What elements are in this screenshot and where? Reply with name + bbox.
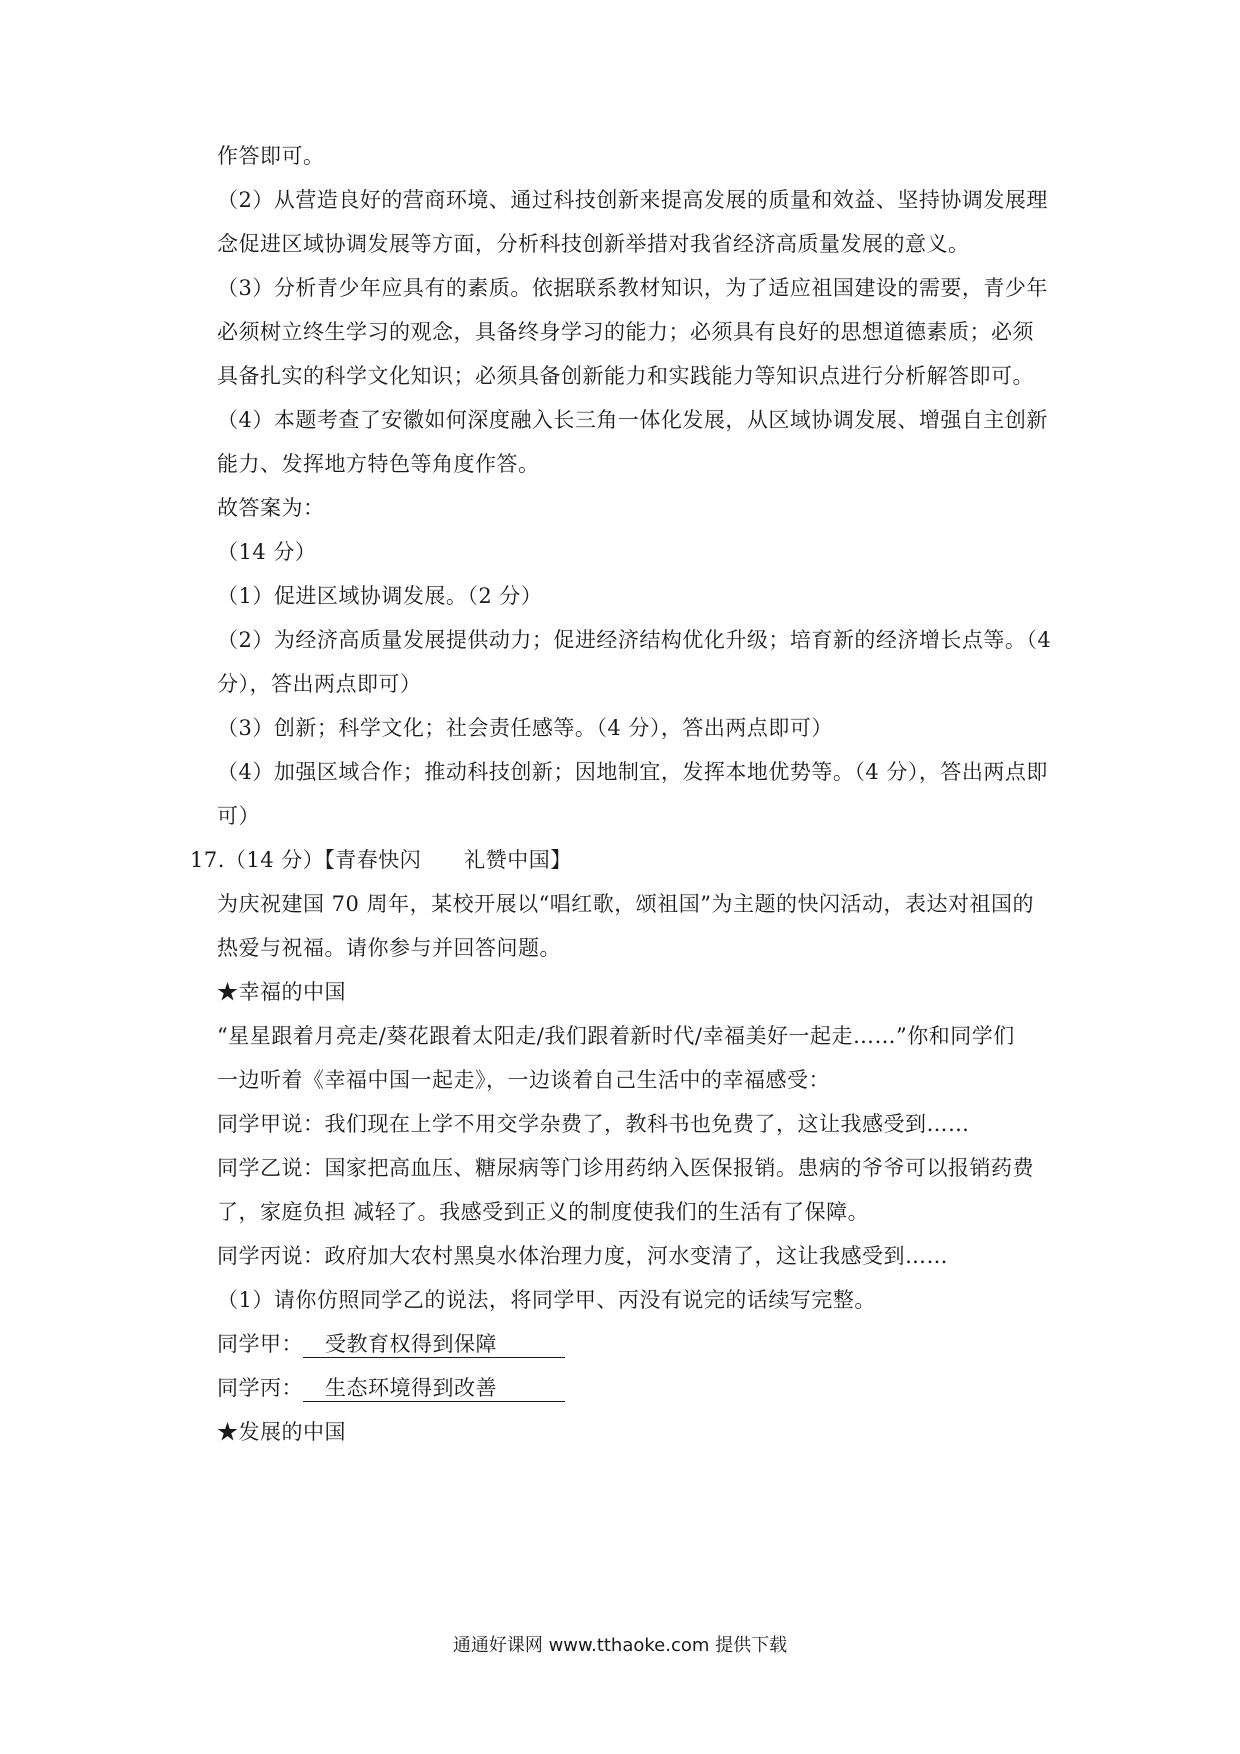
answer-line-bing	[217, 1373, 565, 1403]
text-line: 一边听着《幸福中国一起走》，一边谈着自己生活中的幸福感受：	[217, 1068, 830, 1092]
text-line: 作答即可。	[217, 144, 325, 168]
section-heading: ★发展的中国	[217, 1420, 346, 1444]
text-line: 念促进区域协调发展等方面，分析科技创新举措对我省经济高质量发展的意义。	[217, 232, 970, 256]
text-line: （2）为经济高质量发展提供动力；促进经济结构优化升级；培育新的经济增长点等。（4	[217, 628, 1052, 652]
text-line: （14 分）	[217, 540, 317, 564]
text-line: 分），答出两点即可）	[217, 672, 422, 696]
text-line: 故答案为：	[217, 496, 325, 520]
text-line: 能力、发挥地方特色等角度作答。	[217, 452, 540, 476]
text-line: 可）	[217, 804, 260, 828]
text-line: 热爱与祝福。请你参与并回答问题。	[217, 936, 561, 960]
text-line: （3）创新；科学文化；社会责任感等。（4 分），答出两点即可）	[217, 716, 833, 740]
text-line: “星星跟着月亮走/葵花跟着太阳走/我们跟着新时代/幸福美好一起走……”你和同学们	[217, 1024, 1015, 1048]
question-heading: 17.（14 分）【青春快闪 礼赞中国】	[190, 848, 572, 872]
text-line: （3）分析青少年应具有的素质。依据联系教材知识，为了适应祖国建设的需要，青少年	[217, 276, 1048, 300]
answer-line-jia	[217, 1329, 565, 1359]
answer-label: 同学甲：	[217, 1332, 303, 1356]
text-line: （2）从营造良好的营商环境、通过科技创新来提高发展的质量和效益、坚持协调发展理	[217, 188, 1048, 212]
section-heading: ★幸福的中国	[217, 980, 346, 1004]
text-line: 具备扎实的科学文化知识；必须具备创新能力和实践能力等知识点进行分析解答即可。	[217, 364, 1034, 388]
text-line: 同学甲说：我们现在上学不用交学杂费了，教科书也免费了，这让我感受到……	[217, 1112, 970, 1136]
answer-fill: 生态环境得到改善	[303, 1375, 565, 1402]
footer-credit: 通通好课网 www.tthaoke.com 提供下载	[452, 1635, 788, 1656]
text-line: （1）请你仿照同学乙的说法，将同学甲、丙没有说完的话续写完整。	[217, 1288, 876, 1312]
text-line: 同学乙说：国家把高血压、糖尿病等门诊用药纳入医保报销。患病的爷爷可以报销药费	[217, 1156, 1034, 1180]
text-line: 为庆祝建国 70 周年，某校开展以“唱红歌，颂祖国”为主题的快闪活动，表达对祖国的	[217, 892, 1035, 916]
text-line: （1）促进区域协调发展。（2 分）	[217, 584, 543, 608]
text-line: 必须树立终生学习的观念，具备终身学习的能力；必须具有良好的思想道德素质；必须	[217, 320, 1034, 344]
answer-label: 同学丙：	[217, 1376, 303, 1400]
answer-fill: 受教育权得到保障	[303, 1331, 565, 1358]
text-line: （4）加强区域合作；推动科技创新；因地制宜，发挥本地优势等。（4 分），答出两点即	[217, 760, 1048, 784]
text-line: 同学丙说：政府加大农村黑臭水体治理力度，河水变清了，这让我感受到……	[217, 1244, 948, 1268]
text-line: 了，家庭负担 减轻了。我感受到正义的制度使我们的生活有了保障。	[217, 1200, 870, 1224]
text-line: （4）本题考查了安徽如何深度融入长三角一体化发展，从区域协调发展、增强自主创新	[217, 408, 1048, 432]
